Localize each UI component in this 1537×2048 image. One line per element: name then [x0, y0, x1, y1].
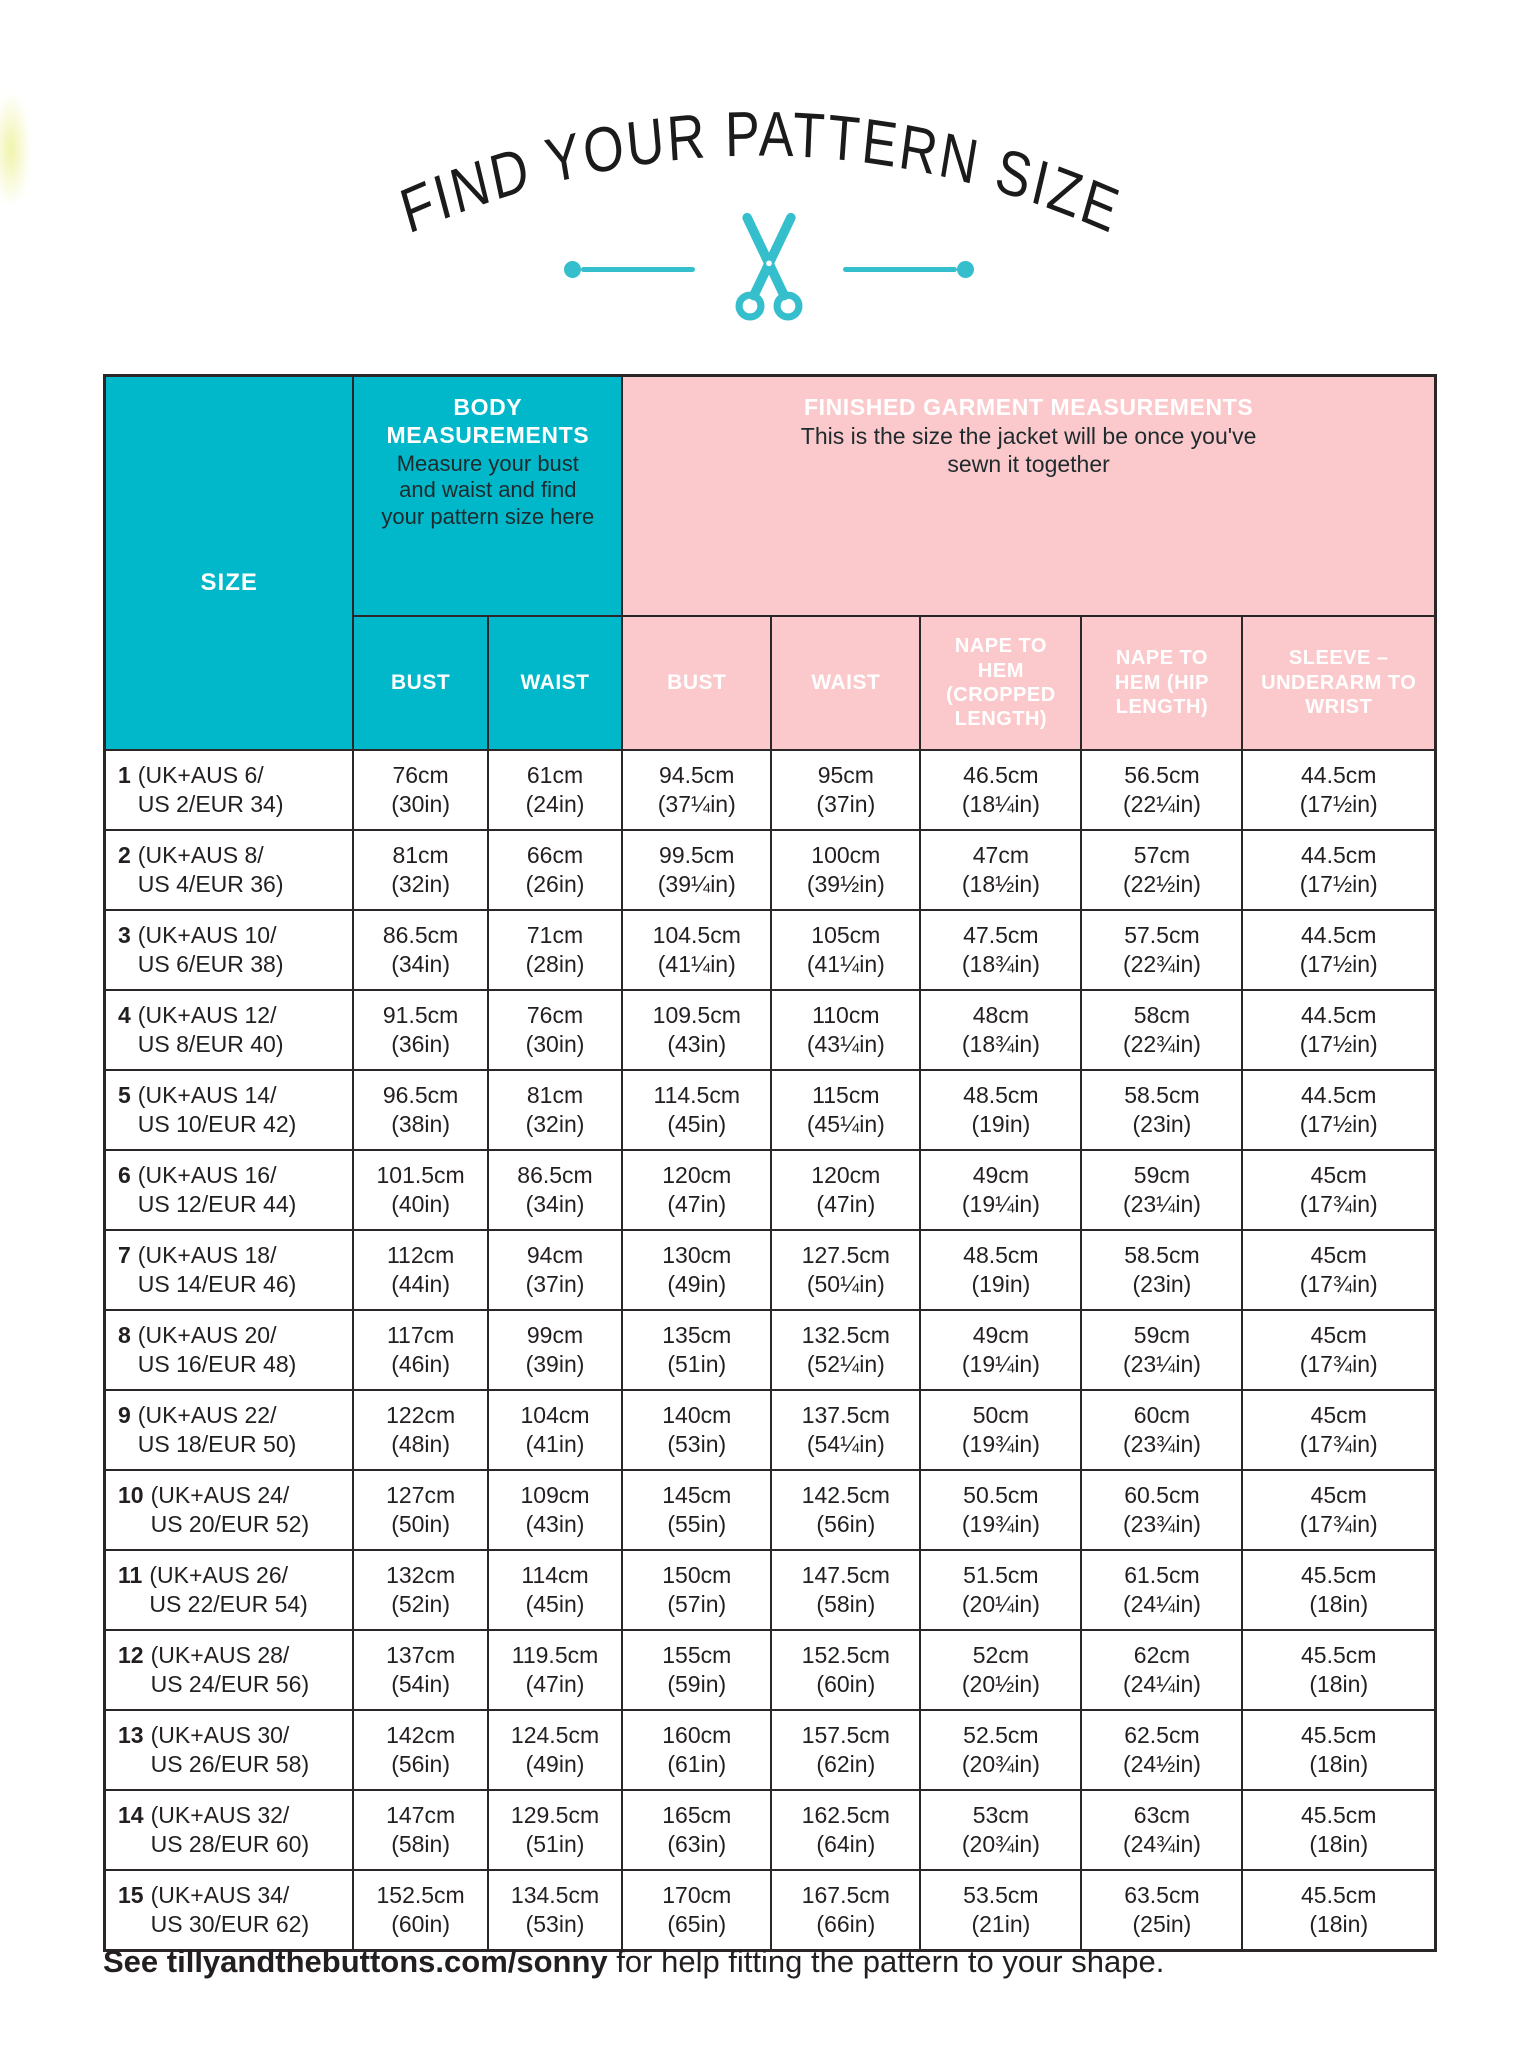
size-conversions: (UK+AUS 12/ US 8/EUR 40)	[137, 1002, 284, 1057]
size-number: 15	[118, 1882, 144, 1909]
measurement-cell: 57.5cm (22¾in)	[1081, 910, 1242, 990]
column-header-nape-to-hem-cropped: NAPE TO HEM (CROPPED LENGTH)	[920, 616, 1081, 750]
footer-note	[103, 1942, 1433, 1982]
size-label-cell	[105, 1390, 354, 1470]
divider-line-right	[843, 267, 957, 272]
measurement-cell: 51.5cm (20¼in)	[920, 1550, 1081, 1630]
size-conversions: (UK+AUS 6/ US 2/EUR 34)	[137, 762, 284, 817]
measurement-cell: 119.5cm (47in)	[488, 1630, 622, 1710]
yellow-smudge	[0, 92, 30, 207]
size-conversions: (UK+AUS 10/ US 6/EUR 38)	[137, 922, 284, 977]
size-number: 13	[118, 1722, 144, 1749]
measurement-cell: 170cm (65in)	[622, 1870, 771, 1950]
body-group-subtitle: Measure your bust and waist and find your pattern size here	[381, 451, 595, 529]
size-conversions: (UK+AUS 14/ US 10/EUR 42)	[137, 1082, 297, 1137]
measurement-cell: 48.5cm (19in)	[920, 1070, 1081, 1150]
size-number: 8	[118, 1322, 131, 1349]
size-label-cell	[105, 1310, 354, 1390]
measurement-cell: 134.5cm (53in)	[488, 1870, 622, 1950]
measurement-cell: 59cm (23¼in)	[1081, 1150, 1242, 1230]
table-row	[105, 1390, 1436, 1470]
measurement-cell: 135cm (51in)	[622, 1310, 771, 1390]
measurement-cell: 57cm (22½in)	[1081, 830, 1242, 910]
measurement-cell: 58.5cm (23in)	[1081, 1230, 1242, 1310]
size-conversions: (UK+AUS 32/ US 28/EUR 60)	[150, 1802, 310, 1857]
size-label-cell	[105, 1150, 354, 1230]
measurement-cell: 137cm (54in)	[353, 1630, 487, 1710]
size-number: 9	[118, 1402, 131, 1429]
measurement-cell: 94.5cm (37¼in)	[622, 750, 771, 830]
size-number: 1	[118, 762, 131, 789]
table-row	[105, 910, 1436, 990]
measurement-cell: 62.5cm (24½in)	[1081, 1710, 1242, 1790]
measurement-cell: 140cm (53in)	[622, 1390, 771, 1470]
size-label-cell	[105, 1870, 354, 1950]
measurement-cell: 47.5cm (18¾in)	[920, 910, 1081, 990]
table-row	[105, 990, 1436, 1070]
column-header-garment-bust: BUST	[622, 616, 771, 750]
size-number: 4	[118, 1002, 131, 1029]
measurement-cell: 45cm (17¾in)	[1242, 1390, 1435, 1470]
measurement-cell: 112cm (44in)	[353, 1230, 487, 1310]
measurement-cell: 109cm (43in)	[488, 1470, 622, 1550]
measurement-cell: 63.5cm (25in)	[1081, 1870, 1242, 1950]
size-number: 5	[118, 1082, 131, 1109]
size-number: 12	[118, 1642, 144, 1669]
footer-link: See tillyandthebuttons.com/sonny	[103, 1944, 608, 1979]
size-number: 10	[118, 1482, 144, 1509]
measurement-cell: 114.5cm (45in)	[622, 1070, 771, 1150]
size-number: 11	[118, 1562, 143, 1589]
measurement-cell: 53.5cm (21in)	[920, 1870, 1081, 1950]
measurement-cell: 117cm (46in)	[353, 1310, 487, 1390]
measurement-cell: 50.5cm (19¾in)	[920, 1470, 1081, 1550]
measurement-cell: 45.5cm (18in)	[1242, 1790, 1435, 1870]
measurement-cell: 147cm (58in)	[353, 1790, 487, 1870]
page-title-text: FIND YOUR PATTERN SIZE	[392, 98, 1128, 248]
table-row	[105, 1070, 1436, 1150]
measurement-cell: 60cm (23¾in)	[1081, 1390, 1242, 1470]
measurement-cell: 44.5cm (17½in)	[1242, 1070, 1435, 1150]
measurement-cell: 132cm (52in)	[353, 1550, 487, 1630]
table-row	[105, 1710, 1436, 1790]
measurement-cell: 110cm (43¼in)	[771, 990, 920, 1070]
footer-note-rest: for help fitting the pattern to your shape.	[607, 1944, 1165, 1979]
measurement-cell: 76cm (30in)	[353, 750, 487, 830]
garment-group-title: FINISHED GARMENT MEASUREMENTS	[803, 394, 1254, 420]
measurement-cell: 100cm (39½in)	[771, 830, 920, 910]
measurement-cell: 109.5cm (43in)	[622, 990, 771, 1070]
table-row	[105, 830, 1436, 910]
measurement-cell: 99.5cm (39¼in)	[622, 830, 771, 910]
measurement-cell: 52.5cm (20¾in)	[920, 1710, 1081, 1790]
measurement-cell: 59cm (23¼in)	[1081, 1310, 1242, 1390]
measurement-cell: 145cm (55in)	[622, 1470, 771, 1550]
measurement-cell: 96.5cm (38in)	[353, 1070, 487, 1150]
size-label-cell	[105, 910, 354, 990]
table-row	[105, 1310, 1436, 1390]
measurement-cell: 45.5cm (18in)	[1242, 1630, 1435, 1710]
measurement-cell: 99cm (39in)	[488, 1310, 622, 1390]
measurement-cell: 48.5cm (19in)	[920, 1230, 1081, 1310]
size-conversions: (UK+AUS 20/ US 16/EUR 48)	[137, 1322, 297, 1377]
size-table	[103, 374, 1437, 1952]
measurement-cell: 63cm (24¾in)	[1081, 1790, 1242, 1870]
measurement-cell: 45.5cm (18in)	[1242, 1870, 1435, 1950]
measurement-cell: 137.5cm (54¼in)	[771, 1390, 920, 1470]
measurement-cell: 44.5cm (17½in)	[1242, 990, 1435, 1070]
size-number: 14	[118, 1802, 144, 1829]
measurement-cell: 60.5cm (23¾in)	[1081, 1470, 1242, 1550]
measurement-cell: 86.5cm (34in)	[353, 910, 487, 990]
measurement-cell: 45.5cm (18in)	[1242, 1710, 1435, 1790]
size-label-cell	[105, 990, 354, 1070]
column-header-nape-to-hem-hip: NAPE TO HEM (HIP LENGTH)	[1081, 616, 1242, 750]
measurement-cell: 114cm (45in)	[488, 1550, 622, 1630]
measurement-cell: 165cm (63in)	[622, 1790, 771, 1870]
divider-dot-left	[564, 261, 581, 278]
measurement-cell: 66cm (26in)	[488, 830, 622, 910]
measurement-cell: 52cm (20½in)	[920, 1630, 1081, 1710]
scissors-icon	[719, 212, 819, 326]
measurement-cell: 44.5cm (17½in)	[1242, 830, 1435, 910]
measurement-cell: 48cm (18¾in)	[920, 990, 1081, 1070]
measurement-cell: 44.5cm (17½in)	[1242, 750, 1435, 830]
size-conversions: (UK+AUS 24/ US 20/EUR 52)	[150, 1482, 310, 1537]
size-conversions: (UK+AUS 28/ US 24/EUR 56)	[150, 1642, 310, 1697]
measurement-cell: 86.5cm (34in)	[488, 1150, 622, 1230]
size-label-cell	[105, 1470, 354, 1550]
column-header-garment-waist: WAIST	[771, 616, 920, 750]
measurement-cell: 45cm (17¾in)	[1242, 1230, 1435, 1310]
measurement-cell: 150cm (57in)	[622, 1550, 771, 1630]
size-label-cell	[105, 1630, 354, 1710]
size-conversions: (UK+AUS 26/ US 22/EUR 54)	[149, 1562, 308, 1617]
column-group-finished-garment	[622, 376, 1435, 617]
measurement-cell: 124.5cm (49in)	[488, 1710, 622, 1790]
size-number: 6	[118, 1162, 131, 1189]
measurement-cell: 45.5cm (18in)	[1242, 1550, 1435, 1630]
size-conversions: (UK+AUS 18/ US 14/EUR 46)	[137, 1242, 297, 1297]
table-row	[105, 750, 1436, 830]
size-label-cell	[105, 830, 354, 910]
measurement-cell: 91.5cm (36in)	[353, 990, 487, 1070]
measurement-cell: 157.5cm (62in)	[771, 1710, 920, 1790]
measurement-cell: 49cm (19¼in)	[920, 1150, 1081, 1230]
measurement-cell: 56.5cm (22¼in)	[1081, 750, 1242, 830]
size-number: 3	[118, 922, 131, 949]
column-group-body-measurements	[353, 376, 622, 617]
measurement-cell: 47cm (18½in)	[920, 830, 1081, 910]
measurement-cell: 71cm (28in)	[488, 910, 622, 990]
measurement-cell: 50cm (19¾in)	[920, 1390, 1081, 1470]
column-header-body-waist: WAIST	[488, 616, 622, 750]
measurement-cell: 81cm (32in)	[488, 1070, 622, 1150]
size-number: 7	[118, 1242, 131, 1269]
measurement-cell: 101.5cm (40in)	[353, 1150, 487, 1230]
measurement-cell: 46.5cm (18¼in)	[920, 750, 1081, 830]
size-conversions: (UK+AUS 16/ US 12/EUR 44)	[137, 1162, 297, 1217]
size-conversions: (UK+AUS 30/ US 26/EUR 58)	[150, 1722, 310, 1777]
measurement-cell: 120cm (47in)	[622, 1150, 771, 1230]
measurement-cell: 49cm (19¼in)	[920, 1310, 1081, 1390]
table-row	[105, 1630, 1436, 1710]
measurement-cell: 53cm (20¾in)	[920, 1790, 1081, 1870]
divider-line-left	[581, 267, 695, 272]
measurement-cell: 120cm (47in)	[771, 1150, 920, 1230]
measurement-cell: 61.5cm (24¼in)	[1081, 1550, 1242, 1630]
size-label-cell	[105, 1790, 354, 1870]
measurement-cell: 130cm (49in)	[622, 1230, 771, 1310]
measurement-cell: 76cm (30in)	[488, 990, 622, 1070]
divider-dot-right	[957, 261, 974, 278]
measurement-cell: 44.5cm (17½in)	[1242, 910, 1435, 990]
measurement-cell: 61cm (24in)	[488, 750, 622, 830]
size-label-cell	[105, 1230, 354, 1310]
column-header-size	[105, 376, 354, 751]
measurement-cell: 45cm (17¾in)	[1242, 1150, 1435, 1230]
garment-group-subtitle: This is the size the jacket will be once you've sewn it together	[800, 423, 1257, 477]
size-label-cell	[105, 1710, 354, 1790]
measurement-cell: 45cm (17¾in)	[1242, 1310, 1435, 1390]
measurement-cell: 147.5cm (58in)	[771, 1550, 920, 1630]
measurement-cell: 129.5cm (51in)	[488, 1790, 622, 1870]
measurement-cell: 95cm (37in)	[771, 750, 920, 830]
measurement-cell: 81cm (32in)	[353, 830, 487, 910]
measurement-cell: 45cm (17¾in)	[1242, 1470, 1435, 1550]
measurement-cell: 167.5cm (66in)	[771, 1870, 920, 1950]
scissors-divider	[564, 212, 974, 326]
table-row	[105, 1550, 1436, 1630]
size-conversions: (UK+AUS 34/ US 30/EUR 62)	[150, 1882, 310, 1937]
measurement-cell: 132.5cm (52¼in)	[771, 1310, 920, 1390]
size-label-cell	[105, 1550, 354, 1630]
measurement-cell: 152.5cm (60in)	[353, 1870, 487, 1950]
measurement-cell: 115cm (45¼in)	[771, 1070, 920, 1150]
measurement-cell: 105cm (41¼in)	[771, 910, 920, 990]
measurement-cell: 152.5cm (60in)	[771, 1630, 920, 1710]
table-row	[105, 1230, 1436, 1310]
measurement-cell: 142.5cm (56in)	[771, 1470, 920, 1550]
size-table-body	[105, 750, 1436, 1950]
size-label-cell	[105, 1070, 354, 1150]
size-label-cell	[105, 750, 354, 830]
measurement-cell: 155cm (59in)	[622, 1630, 771, 1710]
body-group-title: BODY MEASUREMENTS	[386, 394, 590, 449]
measurement-cell: 160cm (61in)	[622, 1710, 771, 1790]
measurement-cell: 58cm (22¾in)	[1081, 990, 1242, 1070]
measurement-cell: 62cm (24¼in)	[1081, 1630, 1242, 1710]
measurement-cell: 94cm (37in)	[488, 1230, 622, 1310]
measurement-cell: 104cm (41in)	[488, 1390, 622, 1470]
measurement-cell: 142cm (56in)	[353, 1710, 487, 1790]
size-conversions: (UK+AUS 8/ US 4/EUR 36)	[137, 842, 284, 897]
size-header-label: SIZE	[200, 569, 258, 596]
measurement-cell: 122cm (48in)	[353, 1390, 487, 1470]
measurement-cell: 104.5cm (41¼in)	[622, 910, 771, 990]
measurement-cell: 127cm (50in)	[353, 1470, 487, 1550]
table-row	[105, 1870, 1436, 1950]
column-header-body-bust: BUST	[353, 616, 487, 750]
table-row	[105, 1790, 1436, 1870]
size-conversions: (UK+AUS 22/ US 18/EUR 50)	[137, 1402, 297, 1457]
column-header-sleeve-underarm-to-wrist: SLEEVE – UNDERARM TO WRIST	[1242, 616, 1435, 750]
table-row	[105, 1150, 1436, 1230]
measurement-cell: 162.5cm (64in)	[771, 1790, 920, 1870]
measurement-cell: 58.5cm (23in)	[1081, 1070, 1242, 1150]
table-row	[105, 1470, 1436, 1550]
size-table-wrap	[103, 374, 1437, 1952]
size-number: 2	[118, 842, 131, 869]
measurement-cell: 127.5cm (50¼in)	[771, 1230, 920, 1310]
